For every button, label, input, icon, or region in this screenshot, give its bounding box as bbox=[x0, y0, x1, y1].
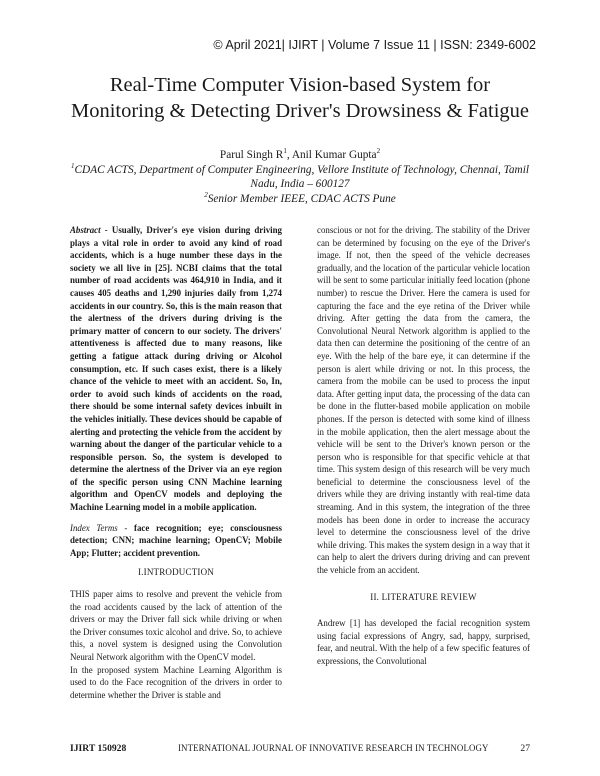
index-terms-label: Index Terms - bbox=[70, 522, 128, 533]
page-footer bbox=[70, 743, 530, 757]
affiliation-2 bbox=[0, 192, 600, 207]
literature-review-paragraph-1: Andrew [1] has developed the facial recognition system using facial expressions of Angry, sad, happy, surprised, fear, and neutral. With the help of a few specific features of expressions, the Convolutional bbox=[317, 618, 530, 666]
introduction-continued: conscious or not for the driving. The stability of the Driver can be determined by focusing on the eye of the Driver's image. If not, then the speed of the vehicle decreases gradually, and the location of the particular vehicle location will be sent to some particular initially feed location (phone number) to rescue the Driver. Here the camera is used for capturing the face and the eye retina of the Driver while driving. After getting the data from the camera, the Convolutional Neural Network algorithm is applied to the data then can determine the positioning of the centre of an eye. With the help of the bare eye, it can determine if the person is alert while driving or not. In this process, the camera from the mobile can be used to process the input data. After getting input data, the processing of the data can be done in the flutter-based mobile application on mobile phones. If the person is detected with some kind of illness in the mobile application, then the alert message about the vehicle will be sent to the Driver's known person or the person who is responsible for that specific vehicle at that time. This system design of this research will be very much beneficial to determine the consciousness level of the drivers while they are driving instantly with real-time data streaming. And in this system, the integration of the three models has been done in order to increase the accuracy level to determine the consciousness level of the drive while driving. This makes the system design in a way that it can help to alert the drivers during driving and can prevent the vehicle from an accident. bbox=[317, 225, 530, 576]
index-terms bbox=[70, 522, 282, 560]
left-column bbox=[70, 224, 282, 701]
title-line-2: Monitoring & Detecting Driver's Drowsiness & Fatigue bbox=[70, 100, 530, 122]
index-terms-text: face recognition; eye; consciousness detection; CNN; machine learning; OpenCV; Mobile App; Flutter; accident prevention. bbox=[70, 522, 282, 558]
literature-review-heading: II. LITERATURE REVIEW bbox=[370, 591, 477, 602]
author-1-sup: 1 bbox=[283, 147, 287, 156]
introduction-paragraph-2: In the proposed system Machine Learning Algorithm is used to do the Face recognition of the drivers in order to determine whether the Driver is stable and bbox=[70, 664, 282, 700]
introduction-paragraph-1: THIS paper aims to resolve and prevent the vehicle from the road accidents caused by the lack of attention of the drivers or may the Driver fall sick while driving or when the Driver consumes toxic alcohol and drive. So, to achieve this, a novel system is designed using the Convolution Neural Network algorithm with the OpenCV model. bbox=[70, 589, 282, 662]
affiliation-2-text: Senior Member IEEE, CDAC ACTS Pune bbox=[207, 192, 396, 205]
publication-header: © April 2021| IJIRT | Volume 7 Issue 11 | ISSN: 2349-6002 bbox=[213, 38, 536, 52]
abstract-text: Usually, Driver's eye vision during driving plays a vital role in order to avoid any kind of road accidents, which is a huge number these days in the society we all live in [25]. NCBI claims that the total number of road accidents was 464,910 in India, and it causes 405 deaths and 1,290 injuries daily from 1,274 accidents in our country. So, this is the main reason that the alertness of the drivers during driving is the primary matter of concern to our society. The drivers' attentiveness is affected due to many reasons, like getting a fatigue attack during driving or Alcohol consumption, etc. If such cases exist, there is a likely chance of the vehicle to meet with an accident. So, In, order to avoid such kinds of accidents on the road, there should be some internal safety devices inbuilt in the vehicles initially. These devices should be capable of alerting and protecting the vehicle from the accident by warning about the danger of the particular vehicle to a responsible person. So, the system is developed to determine the alertness of the Driver via an eye region of the specific person using CNN Machine learning algorithm and OpenCV models and deploying the Machine Learning model in a mobile application. bbox=[70, 225, 282, 513]
author-1-name: Parul Singh R bbox=[219, 149, 284, 161]
footer-paper-id: IJIRT 150928 bbox=[70, 743, 127, 754]
paper-title bbox=[0, 72, 600, 124]
affiliation-2-sup: 2 bbox=[204, 190, 208, 199]
author-2-sup: 2 bbox=[376, 147, 381, 156]
introduction-heading: I.INTRODUCTION bbox=[137, 567, 215, 578]
author-2-name: , Anil Kumar Gupta bbox=[286, 149, 377, 161]
abstract-label: Abstract - bbox=[70, 225, 108, 235]
affiliation-1-text: CDAC ACTS, Department of Computer Engineering, Vellore Institute of Technology, Chennai, Tamil Nadu, India – 600127 bbox=[74, 163, 529, 190]
affiliation-1 bbox=[0, 163, 600, 192]
author-block bbox=[0, 148, 600, 206]
right-column bbox=[317, 224, 530, 668]
affiliation-1-sup: 1 bbox=[71, 161, 75, 170]
author-names bbox=[0, 148, 600, 163]
title-line-1: Real-Time Computer Vision-based System for bbox=[109, 74, 491, 96]
abstract bbox=[70, 224, 282, 514]
page-number: 27 bbox=[520, 743, 530, 754]
footer-journal-name: INTERNATIONAL JOURNAL OF INNOVATIVE RESEARCH IN TECHNOLOGY bbox=[178, 743, 489, 753]
